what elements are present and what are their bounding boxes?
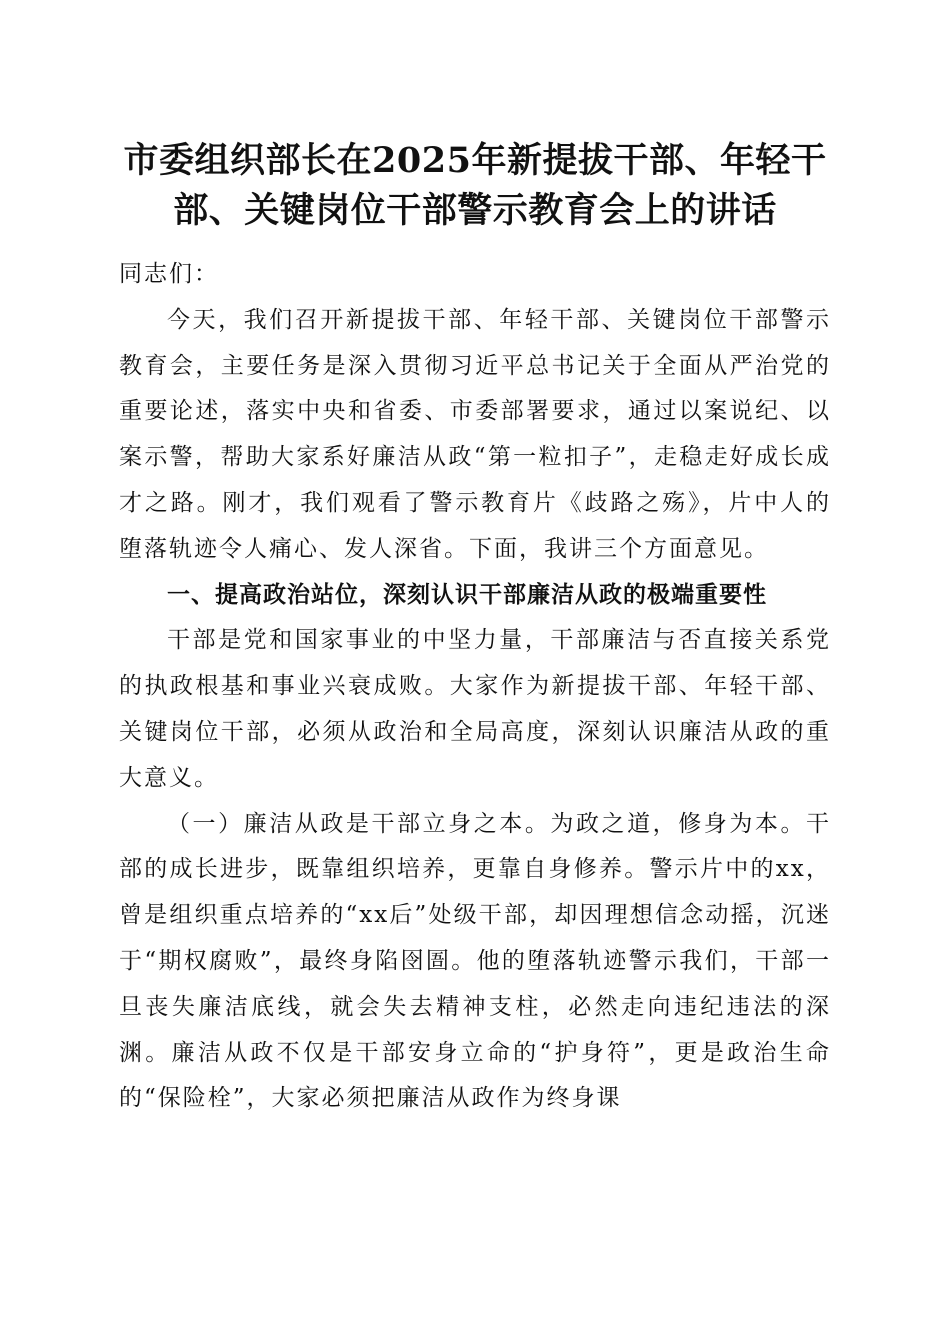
salutation: 同志们： xyxy=(119,261,219,287)
paragraph-subsection-1: （一）廉洁从政是干部立身之本。为政之道，修身为本。干部的成长进步，既靠组织培养，更靠自身修养。警示片中的xx，曾是组织重点培养的“xx后”处级干部，却因理想信念动摇，沉迷于“期权腐败”，最终身陷囹圄。他的堕落轨迹警示我们，干部一旦丧失廉洁底线，就会失去精神支柱，必然走向违纪违法的深渊。廉洁从政不仅是干部安身立命的“护身符”，更是政治生命的“保险栓”，大家必须把廉洁从政作为终身课 xyxy=(119,810,831,1112)
document-body xyxy=(119,252,831,1122)
paragraph-section-1: 干部是党和国家事业的中坚力量，干部廉洁与否直接关系党的执政根基和事业兴衰成败。大家作为新提拔干部、年轻干部、关键岗位干部，必须从政治和全局高度，深刻认识廉洁从政的重大意义。 xyxy=(119,627,831,791)
paragraph-intro: 今天，我们召开新提拔干部、年轻干部、关键岗位干部警示教育会，主要任务是深入贯彻习近平总书记关于全面从严治党的重要论述，落实中央和省委、市委部署要求，通过以案说纪、以案示警，帮助大家系好廉洁从政“第一粒扣子”，走稳走好成长成才之路。刚才，我们观看了警示教育片《歧路之殇》，片中人的堕落轨迹令人痛心、发人深省。下面，我讲三个方面意见。 xyxy=(119,306,831,562)
title-line-2: 部、关键岗位干部警示教育会上的讲话 xyxy=(173,190,777,231)
section-heading-1: 一、提高政治站位，深刻认识干部廉洁从政的极端重要性 xyxy=(167,581,767,608)
title-line-1: 市委组织部长在2025年新提拔干部、年轻干 xyxy=(123,140,827,181)
document-title xyxy=(118,136,832,236)
